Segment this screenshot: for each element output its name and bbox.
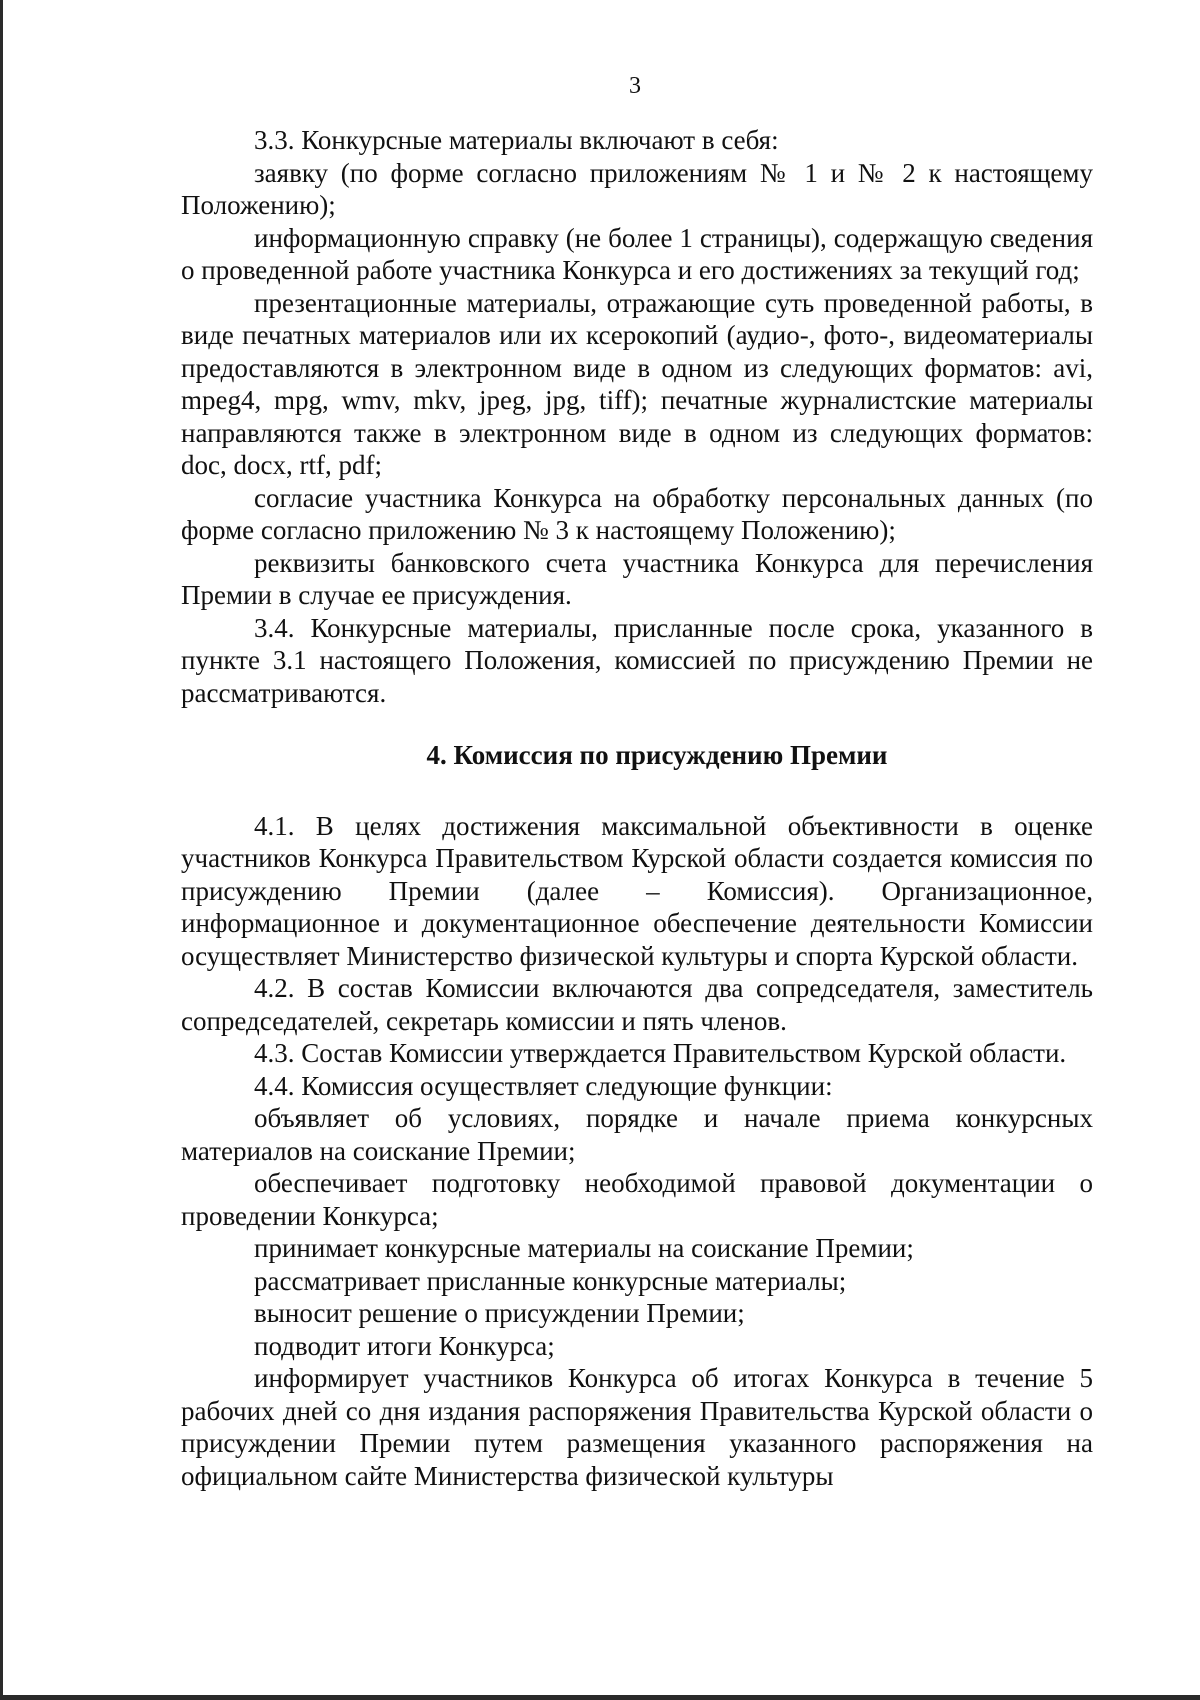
function-review: рассматривает присланные конкурсные материалы; [254,1265,847,1296]
paragraph-presentation-materials: презентационные материалы, отражающие суть проведенной работы, в виде печатных материалов или их ксерокопий (аудио-, фото-, видеоматериалы предоставляются в электронном виде в одном из следующих форматов: avi, mpeg4, mpg, wmv, mkv, jpeg, jpg, tiff); печатные журналистские материалы направляются также в электронном виде в одном из следующих форматов: doc, docx, rtf, pdf; [181,287,1093,480]
scan-edge-left [0,0,3,1700]
function-legal-docs: обеспечивает подготовку необходимой правовой документации о проведении Конкурса; [181,1168,1093,1231]
function-accept: принимает конкурсные материалы на соискание Премии; [254,1233,914,1263]
paragraph-bank-details: реквизиты банковского счета участника Конкурса для перечисления Премии в случае ее присуждения. [181,547,1093,610]
section-heading: 4. Комиссия по присуждению Премии [426,740,888,770]
function-summarize: подводит итоги Конкурса; [254,1330,555,1361]
paragraph-3-3: 3.3. Конкурсные материалы включают в себя: [254,125,779,155]
paragraph-4-4: 4.4. Комиссия осуществляет следующие функции: [254,1070,833,1101]
paragraph-3-4: 3.4. Конкурсные материалы, присланные после срока, указанного в пункте 3.1 настоящего Положения, комиссией по присуждению Премии не рассматриваются. [181,612,1093,708]
paragraph-application: заявку (по форме согласно приложениям № 1 и № 2 к настоящему Положению); [181,157,1093,220]
scan-edge-bottom [0,1695,1200,1700]
paragraph-4-3: 4.3. Состав Комиссии утверждается Правительством Курской области. [254,1038,1067,1068]
paragraph-info-note: информационную справку (не более 1 страницы), содержащую сведения о проведенной работе участника Конкурса и его достижениях за текущий год; [181,222,1093,285]
paragraph-4-2: 4.2. В состав Комиссии включаются два сопредседателя, заместитель сопредседателей, секретарь комиссии и пять членов. [181,973,1093,1036]
paragraph-4-1: 4.1. В целях достижения максимальной объективности в оценке участников Конкурса Правительством Курской области создается комиссия по присуждению Премии (далее – Комиссия). Организационное, информационное и документационное обеспечение деятельности Комиссии осуществляет Министерство физической культуры и спорта Курской области. [181,810,1093,971]
paragraph-consent: согласие участника Конкурса на обработку персональных данных (по форме согласно приложению № 3 к настоящему Положению); [181,482,1093,545]
function-decide: выносит решение о присуждении Премии; [254,1298,745,1328]
function-inform: информирует участников Конкурса об итогах Конкурса в течение 5 рабочих дней со дня издания распоряжения Правительства Курской области о присуждении Премии путем размещения указанного распоряжения на официальном сайте Министерства физической культуры [181,1363,1093,1491]
function-announce: объявляет об условиях, порядке и начале приема конкурсных материалов на соискание Премии; [181,1103,1093,1166]
page-number: 3 [629,73,641,99]
document-body [181,124,1093,1492]
